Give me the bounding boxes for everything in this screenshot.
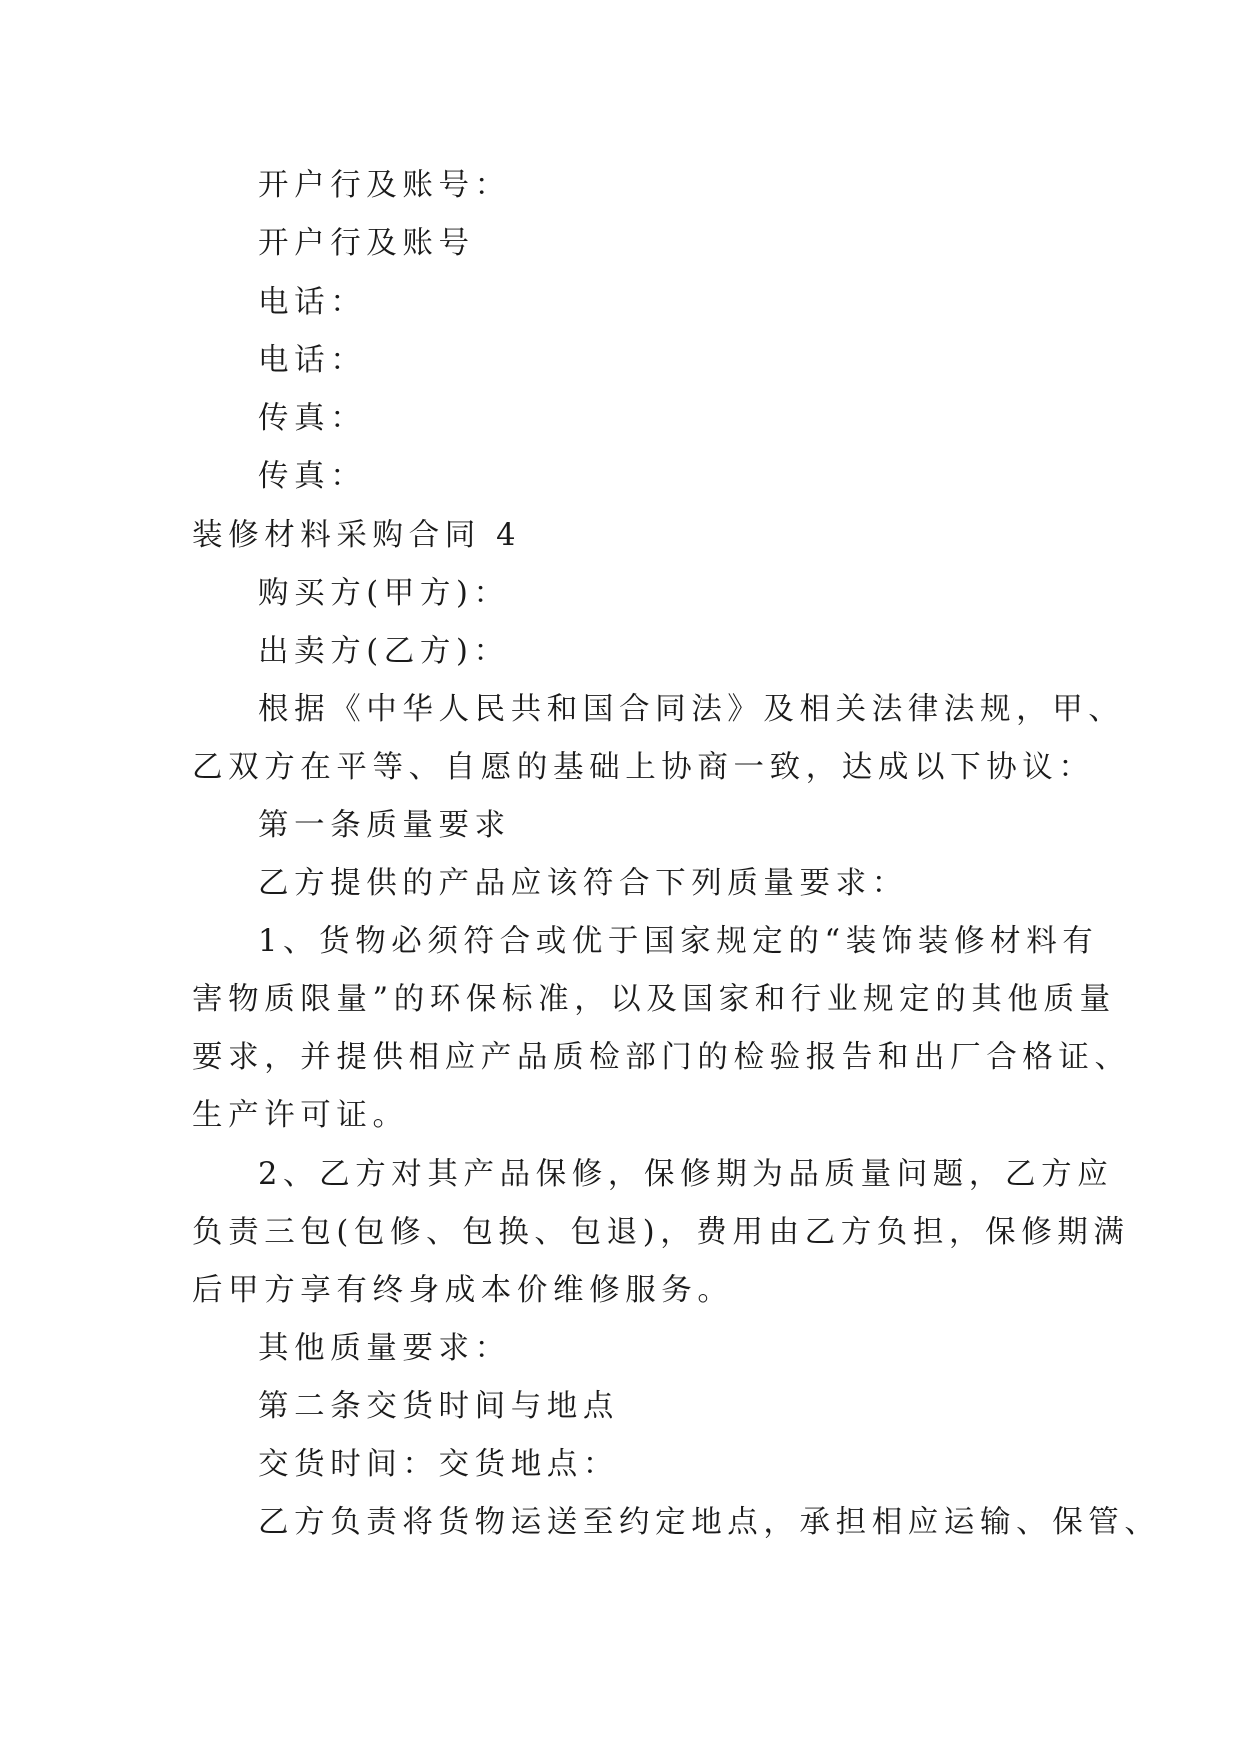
quality-item-2-line-1: 2、乙方对其产品保修，保修期为品质量问题，乙方应 [258, 1157, 1114, 1192]
quality-item-1-line-2: 害物质限量”的环保标准，以及国家和行业规定的其他质量 [192, 982, 1116, 1017]
fax-label-party-b: 传真： [258, 459, 367, 494]
article-1-heading: 第一条质量要求 [258, 808, 511, 843]
quality-item-1-line-3: 要求，并提供相应产品质检部门的检验报告和出厂合格证、 [192, 1040, 1131, 1075]
bank-account-label-party-a: 开户行及账号： [258, 168, 511, 203]
preamble-line-1: 根据《中华人民共和国合同法》及相关法律法规，甲、 [258, 692, 1125, 727]
article-2-heading: 第二条交货时间与地点 [258, 1389, 619, 1424]
fax-label-party-a: 传真： [258, 401, 367, 436]
delivery-time-place-label: 交货时间：交货地点： [258, 1447, 619, 1482]
quality-item-1-line-4: 生产许可证。 [192, 1098, 409, 1133]
quality-item-2-line-2: 负责三包(包修、包换、包退)，费用由乙方负担，保修期满 [192, 1215, 1130, 1250]
phone-label-party-b: 电话： [258, 343, 367, 378]
quality-item-1-line-1: 1、货物必须符合或优于国家规定的“装饰装修材料有 [258, 924, 1099, 959]
other-quality-label: 其他质量要求： [258, 1331, 511, 1366]
buyer-label: 购买方(甲方)： [258, 576, 510, 611]
bank-account-label-party-b: 开户行及账号 [258, 226, 475, 261]
quality-item-2-line-3: 后甲方享有终身成本价维修服务。 [192, 1273, 734, 1308]
phone-label-party-a: 电话： [258, 285, 367, 320]
quality-intro: 乙方提供的产品应该符合下列质量要求： [258, 866, 908, 901]
seller-label: 出卖方(乙方)： [258, 634, 510, 669]
delivery-responsibility-line-1: 乙方负责将货物运送至约定地点，承担相应运输、保管、 [258, 1505, 1161, 1540]
contract-title: 装修材料采购合同 4 [192, 518, 522, 553]
preamble-line-2: 乙双方在平等、自愿的基础上协商一致，达成以下协议： [192, 750, 1095, 785]
